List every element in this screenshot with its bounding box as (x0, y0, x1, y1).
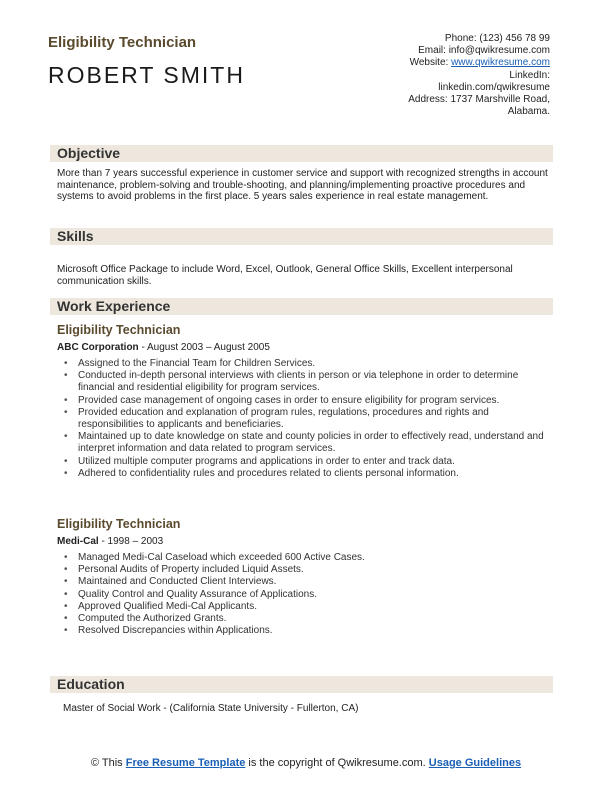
objective-title: Objective (57, 145, 121, 161)
objective-text: More than 7 years successful experience in customer service and support with recognized strengths in account maintenance, problem-solving and trouble-shooting, and planning/implementing proactive procedures and systems to avoid problems in the first place. 5 years sales experience in real estate management. (57, 168, 548, 203)
list-item: • Utilized multiple computer programs and applications in order to enter and track data. (62, 456, 554, 468)
list-item: • Provided case management of ongoing cases in order to ensure eligibility for program services. (62, 395, 554, 407)
list-item: • Personal Audits of Property included Liquid Assets. (62, 564, 554, 576)
job-1-company: ABC Corporation (57, 342, 139, 353)
job-1-company-line (57, 342, 270, 353)
footer-middle: is the copyright of Qwikresume.com. (245, 757, 429, 769)
list-item: • Adhered to confidentiality rules and procedures related to clients personal information. (62, 468, 554, 480)
skills-title: Skills (57, 228, 94, 244)
list-item: • Maintained and Conducted Client Interviews. (62, 576, 554, 588)
list-item: • Approved Qualified Medi-Cal Applicants. (62, 601, 554, 613)
job-2-dates: - 1998 – 2003 (98, 536, 164, 547)
job-2-role: Eligibility Technician (57, 517, 181, 531)
list-item: • Quality Control and Quality Assurance of Applications. (62, 589, 554, 601)
contact-website-label: Website: (409, 57, 452, 69)
list-item: • Conducted in-depth personal interviews with clients in person or via telephone in order to determine financial and residential eligibility for program services. (62, 370, 554, 394)
education-text: Master of Social Work - (California State University - Fullerton, CA) (63, 703, 359, 714)
contact-linkedin-label: LinkedIn: (509, 69, 550, 81)
objective-section-header (50, 145, 553, 162)
contact-linkedin-value: linkedin.com/qwikresume (438, 81, 550, 93)
job-1-bullets (62, 358, 554, 480)
work-title: Work Experience (57, 298, 171, 314)
list-item: • Provided education and explanation of program rules, regulations, procedures and rights and responsibilities to applicants and beneficiaries. (62, 407, 554, 431)
education-title: Education (57, 676, 125, 692)
header-job-title: Eligibility Technician (48, 34, 197, 51)
list-item: • Managed Medi-Cal Caseload which exceeded 600 Active Cases. (62, 552, 554, 564)
contact-address-line1: Address: 1737 Marshville Road, (408, 94, 550, 106)
footer (50, 757, 562, 770)
contact-website (310, 57, 550, 69)
contact-phone: Phone: (123) 456 78 99 (444, 33, 550, 44)
contact-email: Email: info@qwikresume.com (418, 45, 550, 57)
usage-guidelines-link[interactable]: Usage Guidelines (428, 757, 522, 769)
skills-section-header (50, 228, 553, 245)
list-item: • Maintained up to date knowledge on state and county policies in order to effectively read, understand and interpret information and data related to program services. (62, 431, 554, 455)
website-link[interactable]: www.qwikresume.com (451, 57, 550, 69)
footer-prefix: © This (90, 757, 126, 769)
job-2-company: Medi-Cal (57, 536, 99, 547)
contact-block (310, 33, 550, 118)
job-2-company-line (57, 536, 163, 547)
skills-text: Microsoft Office Package to include Word, Excel, Outlook, General Office Skills, Excellent interpersonal communication skills. (57, 264, 513, 287)
job-1-role: Eligibility Technician (57, 323, 181, 337)
education-section-header (50, 676, 553, 693)
list-item: • Assigned to the Financial Team for Children Services. (62, 358, 554, 370)
candidate-name: ROBERT SMITH (48, 62, 245, 88)
contact-address-line2: Alabama. (507, 106, 550, 118)
list-item: • Resolved Discrepancies within Applications. (62, 625, 554, 637)
job-1-dates: - August 2003 – August 2005 (138, 342, 270, 353)
list-item: • Computed the Authorized Grants. (62, 613, 554, 625)
work-section-header (50, 298, 553, 315)
job-2-bullets (62, 552, 554, 637)
free-template-link[interactable]: Free Resume Template (125, 757, 246, 769)
